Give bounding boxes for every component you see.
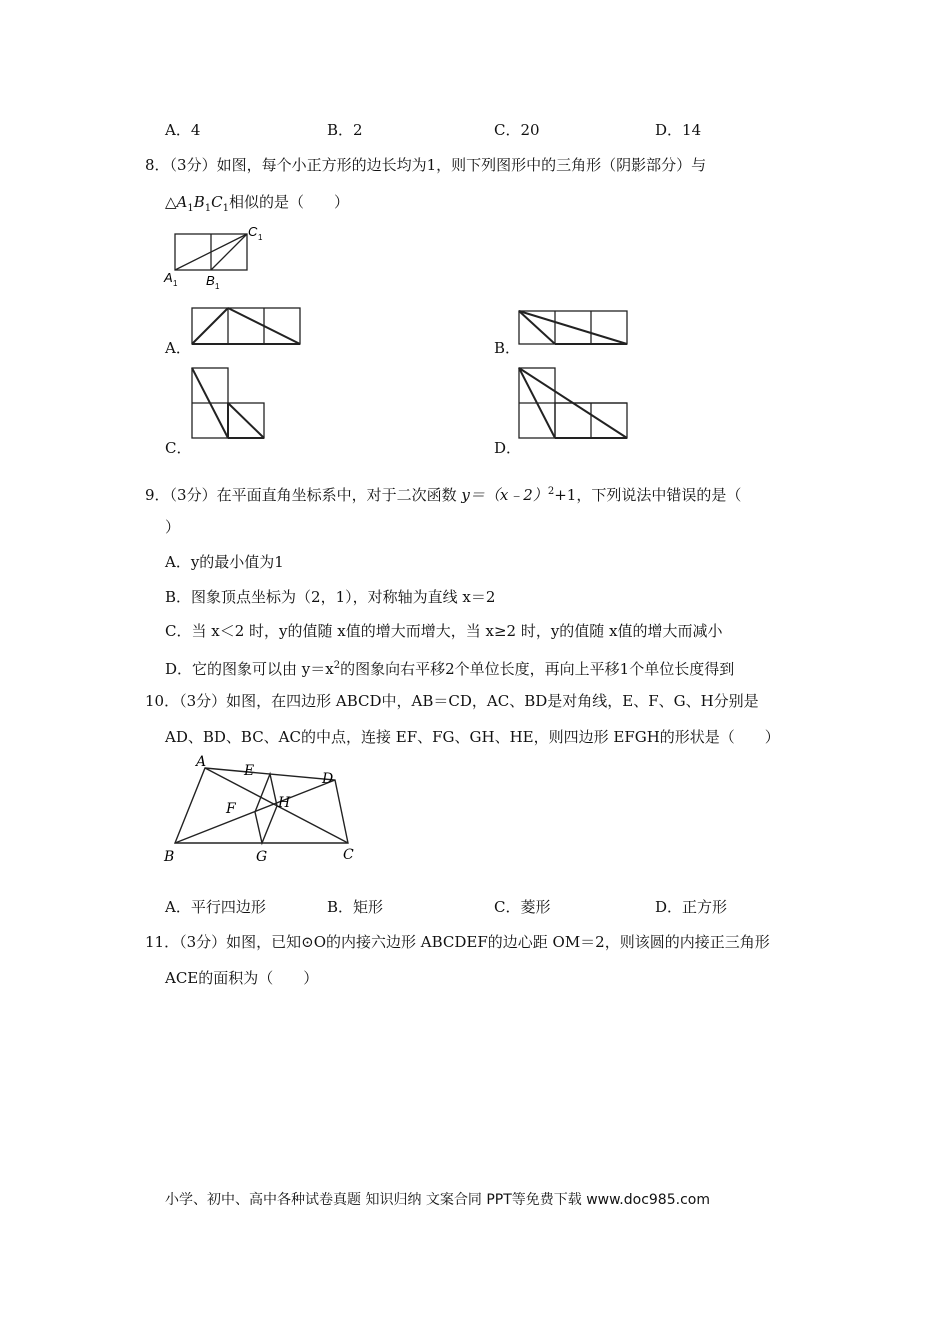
q7-option-d: D．14 xyxy=(655,121,702,139)
label-b: B xyxy=(164,849,175,865)
label-a1: A xyxy=(164,270,173,285)
q10-stem-line2: AD、BD、BC、AC的中点，连接 EF、FG、GH、HE，则四边形 EFGH的形状是（ ） xyxy=(165,728,780,746)
label-c1-sub: 1 xyxy=(258,233,263,242)
q8-stem-line2: $\triangle A_1B_1C_1$相似的是（ ） xyxy=(165,193,350,214)
q8-option-d-figure xyxy=(517,366,632,442)
q7-option-b: B．2 xyxy=(327,121,363,139)
label-c: C xyxy=(343,847,354,863)
q10-stem-line1: 10．（3分）如图，在四边形 ABCD中，AB＝CD，AC、BD是对角线，E、F、G、H分别是 xyxy=(145,692,759,710)
label-f: F xyxy=(226,801,236,817)
q8-option-c-figure xyxy=(190,366,270,442)
label-e: E xyxy=(244,763,255,779)
q10-option-c: C．菱形 xyxy=(494,898,551,916)
label-a1-sub: 1 xyxy=(173,279,178,288)
page-footer: 小学、初中、高中各种试卷真题 知识归纳 文案合同 PPT等免费下载 www.doc985.com xyxy=(165,1192,710,1208)
label-a: A xyxy=(196,754,207,770)
q9-stem-line1: 9．（3分）在平面直角坐标系中，对于二次函数 y＝（x﹣2）$^2$+1，下列说法中错误的是（ xyxy=(145,486,742,504)
label-b1-sub: 1 xyxy=(215,282,220,291)
q9-option-a: A．y的最小值为1 xyxy=(165,553,284,571)
label-b1: B xyxy=(206,273,215,288)
q8-option-b-label: B． xyxy=(494,339,521,357)
label-d: D xyxy=(322,771,334,787)
q8-stem-line1: 8．（3分）如图，每个小正方形的边长均为1，则下列图形中的三角形（阴影部分）与 xyxy=(145,156,707,174)
q10-option-d: D．正方形 xyxy=(655,898,728,916)
label-g: G xyxy=(256,849,268,865)
label-c1: C xyxy=(248,224,258,239)
q8-option-b-figure xyxy=(517,309,632,347)
q10-option-a: A．平行四边形 xyxy=(165,898,266,916)
q8-option-c-label: C． xyxy=(165,439,192,457)
q8-reference-figure xyxy=(160,222,280,292)
q11-stem-line1: 11．（3分）如图，已知⊙O的内接六边形 ABCDEF的边心距 OM＝2，则该圆的内接正三角形 xyxy=(145,933,770,951)
q8-option-a-figure xyxy=(190,306,305,348)
q7-option-c: C．20 xyxy=(494,121,540,139)
q10-option-b: B．矩形 xyxy=(327,898,384,916)
q9-stem-line2: ） xyxy=(165,518,181,536)
q11-stem-line2: ACE的面积为（ ） xyxy=(165,969,319,987)
q10-quadrilateral-figure xyxy=(160,755,370,870)
label-h: H xyxy=(278,795,291,811)
q9-option-b: B．图象顶点坐标为（2，1），对称轴为直线 x＝2 xyxy=(165,588,496,606)
q9-option-d: D．它的图象可以由 $y=x^2$的图象向右平移2个单位长度，再向上平移1个单位长度得到 xyxy=(165,660,735,678)
q7-option-a: A．4 xyxy=(165,121,201,139)
q8-option-d-label: D． xyxy=(494,439,522,457)
q9-option-c: C．当 x＜2 时，y的值随 x值的增大而增大，当 x≥2 时，y的值随 x值的增大而减小 xyxy=(165,622,723,640)
q8-option-a-label: A． xyxy=(165,339,191,357)
